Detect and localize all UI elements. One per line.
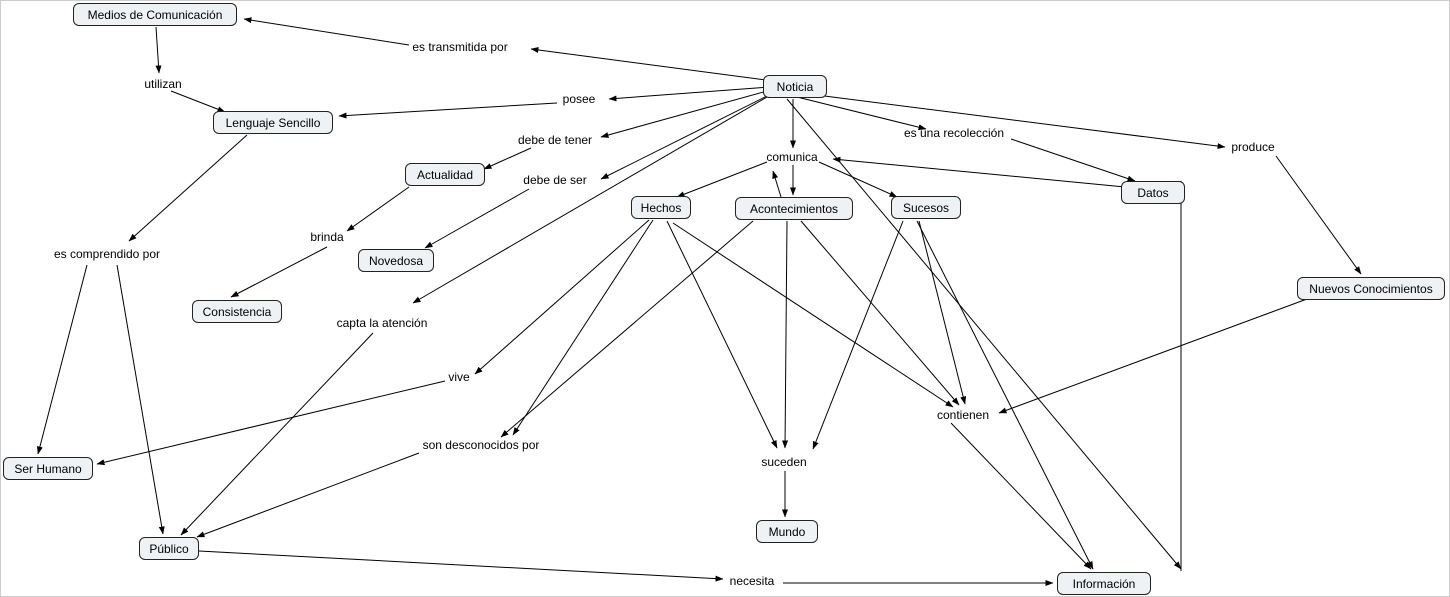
edge	[787, 99, 1181, 569]
edge	[339, 103, 557, 116]
edge	[475, 220, 649, 374]
edge	[677, 162, 767, 197]
node-novedosa[interactable]: Novedosa	[358, 249, 434, 272]
edge	[601, 95, 769, 179]
edge	[97, 381, 445, 464]
edge	[156, 27, 159, 73]
node-publico[interactable]: Público	[139, 537, 199, 560]
edge	[801, 221, 959, 405]
link-label-debeser: debe de ser	[523, 173, 587, 187]
node-noticia[interactable]: Noticia	[763, 75, 827, 98]
edge	[813, 221, 903, 449]
edge-layer	[1, 1, 1450, 597]
link-label-comunica: comunica	[766, 150, 818, 164]
node-serhumano[interactable]: Ser Humano	[3, 457, 93, 480]
node-datos[interactable]: Datos	[1121, 181, 1185, 204]
edge	[181, 333, 373, 535]
link-label-debetener: debe de tener	[517, 133, 593, 147]
edge	[231, 247, 327, 297]
node-informacion[interactable]: Información	[1057, 572, 1151, 595]
edge	[919, 221, 965, 404]
edge	[531, 49, 773, 81]
link-label-transmitida: es transmitida por	[412, 40, 508, 54]
edge	[1011, 139, 1135, 181]
edge	[785, 221, 787, 448]
edge	[197, 453, 419, 537]
link-label-desconocidos: son desconocidos por	[422, 438, 540, 452]
edge	[171, 91, 225, 112]
edge	[1276, 156, 1361, 274]
edge	[117, 265, 163, 534]
edge	[501, 221, 753, 437]
edge	[797, 97, 926, 129]
edge	[801, 93, 1225, 147]
link-label-necesita: necesita	[729, 574, 775, 588]
edge	[347, 187, 409, 231]
node-lenguaje[interactable]: Lenguaje Sencillo	[213, 111, 333, 134]
edge	[773, 171, 781, 197]
edge	[484, 148, 531, 169]
link-label-posee: posee	[562, 92, 596, 106]
link-label-produce: produce	[1231, 140, 1275, 154]
edge	[129, 135, 247, 241]
edge	[917, 221, 1093, 569]
edge	[425, 189, 529, 248]
link-label-suceden: suceden	[761, 455, 807, 469]
edge	[513, 220, 653, 435]
node-acontecimientos[interactable]: Acontecimientos	[735, 197, 853, 220]
link-label-vive: vive	[448, 370, 470, 384]
node-medios[interactable]: Medios de Comunicación	[73, 3, 237, 26]
node-nuevos[interactable]: Nuevos Conocimientos	[1297, 277, 1445, 300]
link-label-utilizan: utilizan	[144, 77, 182, 91]
edge	[951, 423, 1091, 569]
link-label-comprendido: es comprendido por	[53, 247, 161, 261]
node-actualidad[interactable]: Actualidad	[405, 163, 485, 186]
node-mundo[interactable]: Mundo	[756, 520, 818, 543]
link-label-contienen: contienen	[936, 408, 990, 422]
edge	[199, 551, 723, 579]
edge	[819, 162, 897, 197]
edge	[244, 19, 409, 45]
node-sucesos[interactable]: Sucesos	[891, 196, 961, 219]
link-label-brinda: brinda	[310, 230, 344, 244]
node-consistencia[interactable]: Consistencia	[192, 300, 282, 323]
edge	[673, 223, 953, 407]
node-hechos[interactable]: Hechos	[631, 196, 691, 219]
edge	[38, 265, 87, 454]
link-label-recoleccion: es una recolección	[903, 126, 1005, 140]
link-label-capta: capta la atención	[336, 316, 428, 330]
edge	[999, 299, 1307, 413]
